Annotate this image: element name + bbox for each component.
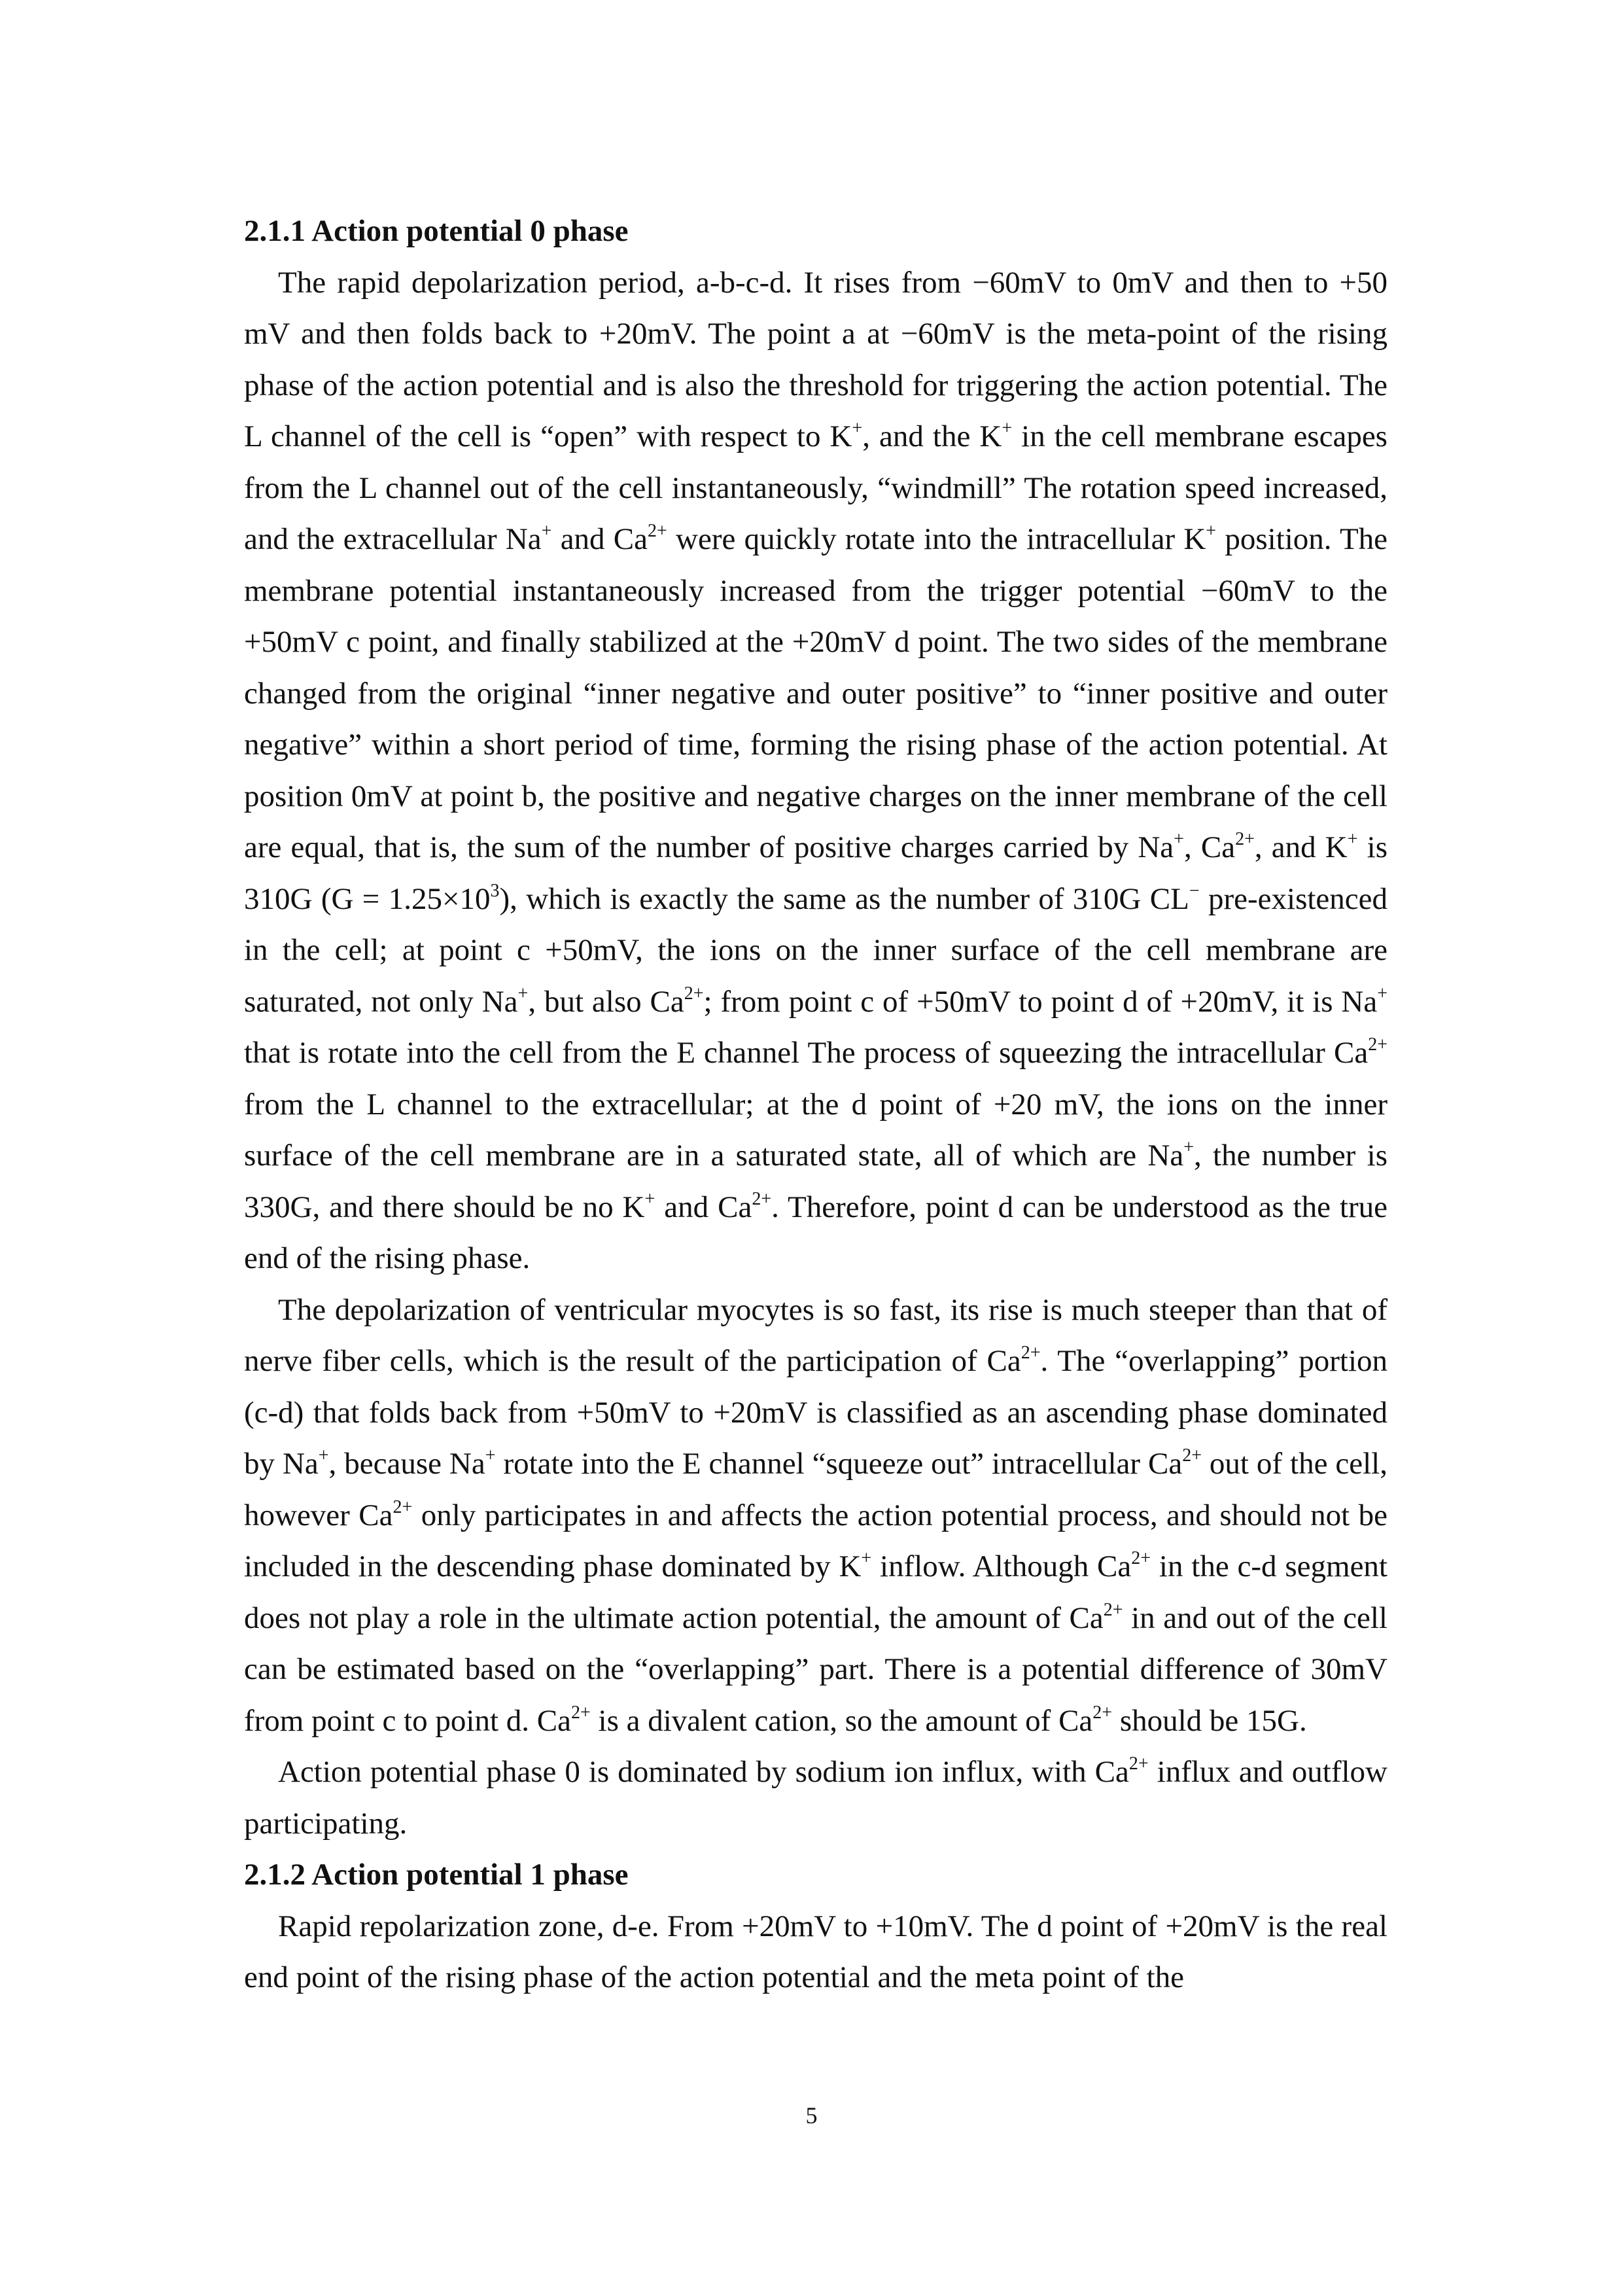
- text-run: in and out of the cell can be estimated based on the “overlapping” part. There is a potential difference of 30mV from point c to point d. Ca: [244, 1600, 1387, 1738]
- superscript: +: [541, 521, 552, 542]
- superscript: 2+: [1021, 1343, 1041, 1364]
- superscript: +: [485, 1445, 496, 1466]
- text-run: position. The membrane potential instantaneously increased from the trigger potential −60mV to the +50mV c point, and finally stabilized at the +20mV d point. The two sides of the membrane changed from the original “inner negative and outer positive” to “inner positive and outer negative” within a short period of time, forming the rising phase of the action potential. At position 0mV at point b, the positive and negative charges on the inner membrane of the cell are equal, that is, the sum of the number of positive charges carried by Na: [244, 522, 1388, 864]
- superscript: 2+: [570, 1702, 591, 1723]
- text-run: Rapid repolarization zone, d-e. From +20mV to +10mV. The d point of +20mV is the real end point of the rising phase of the action potential and the meta point of the: [244, 1909, 1387, 1994]
- text-run: , and K: [1254, 830, 1348, 864]
- paragraph: [244, 1901, 1387, 2004]
- superscript: +: [1347, 829, 1358, 850]
- page-number: 5: [805, 2102, 818, 2128]
- superscript: 2+: [1235, 829, 1255, 850]
- text-run: that is rotate into the cell from the E channel The process of squeezing the intracellular Ca: [244, 1036, 1369, 1070]
- superscript: +: [1183, 1137, 1194, 1158]
- superscript: +: [852, 418, 863, 439]
- paragraph: [244, 1284, 1387, 1747]
- text-run: pre-existenced in the cell; at point c +50mV, the ions on the inner surface of the cell membrane are saturated, not only Na: [244, 881, 1388, 1019]
- superscript: 2+: [1103, 1599, 1123, 1620]
- superscript: +: [644, 1188, 655, 1209]
- text-run: Action potential phase 0 is dominated by sodium ion influx, with Ca: [278, 1755, 1129, 1789]
- superscript: +: [1206, 521, 1217, 542]
- text-run: ), which is exactly the same as the number of 310G CL: [499, 881, 1189, 916]
- superscript: +: [517, 983, 529, 1004]
- text-run: . The “overlapping” portion (c-d) that folds back from +50mV to +20mV is classified as an ascending phase dominated by Na: [244, 1344, 1388, 1481]
- superscript: −: [1189, 880, 1200, 901]
- text-run: inflow. Although Ca: [871, 1549, 1132, 1583]
- paragraph: [244, 257, 1387, 1284]
- superscript: 2+: [684, 983, 704, 1004]
- superscript: 2+: [1131, 1548, 1151, 1569]
- superscript: +: [1377, 983, 1387, 1004]
- text-run: out of the cell, however Ca: [244, 1447, 1387, 1532]
- text-run: , the number is 330G, and there should be no K: [244, 1139, 1387, 1224]
- superscript: 3: [490, 880, 500, 901]
- section-heading-phase-0: 2.1.1 Action potential 0 phase: [244, 214, 629, 248]
- text-run: ; from point c of +50mV to point d of +20mV, it is Na: [703, 984, 1378, 1019]
- text-run: rotate into the E channel “squeeze out” intracellular Ca: [495, 1447, 1183, 1481]
- superscript: 2+: [393, 1496, 413, 1517]
- superscript: 2+: [752, 1188, 772, 1209]
- superscript: +: [1002, 418, 1013, 439]
- text-run: , Ca: [1183, 830, 1236, 864]
- text-run: The depolarization of ventricular myocytes is so fast, its rise is much steeper than that of nerve fiber cells, which is the result of the participation of Ca: [244, 1292, 1387, 1378]
- text-run: were quickly rotate into the intracellular K: [667, 522, 1206, 556]
- text-run: . Therefore, point d can be understood as the true end of the rising phase.: [244, 1190, 1387, 1275]
- text-run: in the c-d segment does not play a role in the ultimate action potential, the amount of Ca: [244, 1549, 1387, 1635]
- paragraph: [244, 1746, 1387, 1849]
- superscript: 2+: [648, 521, 667, 542]
- text-run: The rapid depolarization period, a-b-c-d. It rises from −60mV to 0mV and then to +50 mV and then folds back to +20mV. The point a at −60mV is the meta-point of the rising phase of the action potential and is also the threshold for triggering the action potential. The L channel of the cell is “open” with respect to K: [244, 265, 1387, 453]
- page-body: [244, 205, 1387, 2004]
- text-run: is a divalent cation, so the amount of Ca: [590, 1703, 1093, 1738]
- text-run: and Ca: [551, 522, 648, 556]
- text-run: and Ca: [655, 1190, 752, 1224]
- superscript: 2+: [1182, 1445, 1202, 1466]
- text-run: , and the K: [862, 419, 1002, 453]
- text-run: is 310G (G = 1.25×10: [244, 830, 1387, 916]
- superscript: 2+: [1368, 1034, 1387, 1055]
- superscript: +: [1174, 829, 1184, 850]
- text-run: influx and outflow participating.: [244, 1755, 1387, 1841]
- text-run: in the cell membrane escapes from the L channel out of the cell instantaneously, “windmill” The rotation speed increased, and the extracellular Na: [244, 419, 1387, 556]
- section-heading-phase-1: 2.1.2 Action potential 1 phase: [244, 1858, 629, 1892]
- superscript: 2+: [1092, 1702, 1113, 1723]
- superscript: +: [318, 1445, 329, 1466]
- text-run: from the L channel to the extracellular; at the d point of +20 mV, the ions on the inner surface of the cell membrane are in a saturated state, all of which are Na: [244, 1087, 1387, 1173]
- superscript: 2+: [1128, 1754, 1149, 1775]
- text-run: , but also Ca: [528, 984, 684, 1019]
- text-run: only participates in and affects the action potential process, and should not be included in the descending phase dominated by K: [244, 1498, 1387, 1583]
- text-run: should be 15G.: [1112, 1703, 1307, 1738]
- superscript: +: [861, 1548, 872, 1569]
- text-run: , because Na: [328, 1447, 485, 1481]
